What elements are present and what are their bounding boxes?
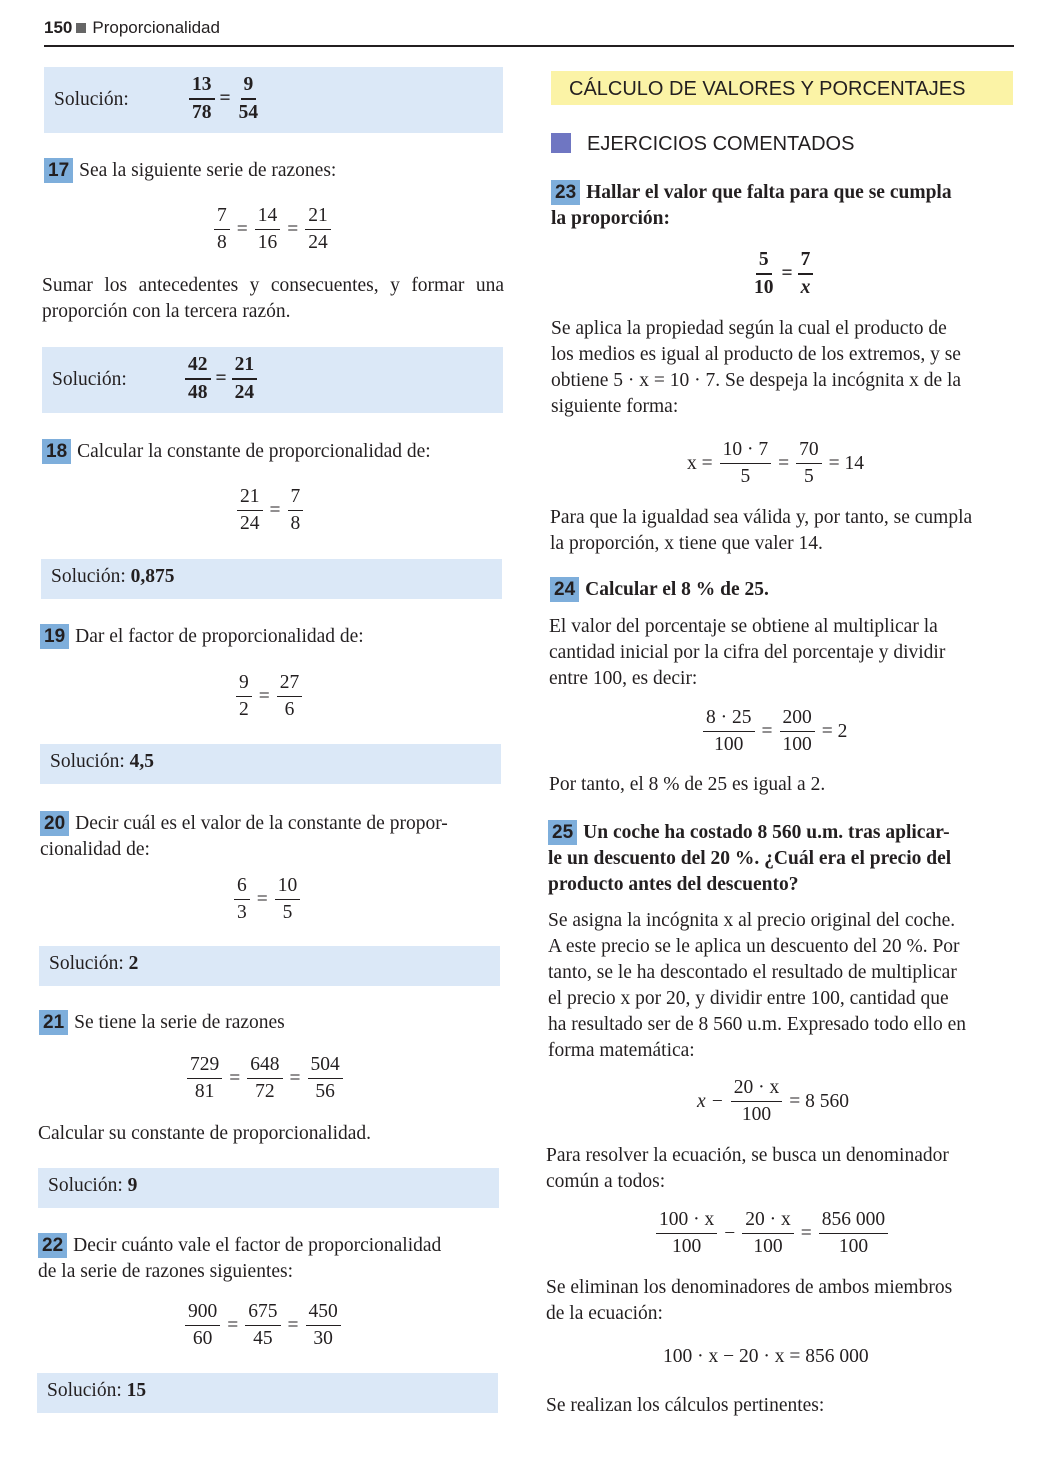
paragraph: Se asigna la incógnita x al precio original del coche. A este precio se le aplica un descuento del 20 %. Por tanto, se le ha descontado el resultado de multiplicar el precio x por 20, y dividir entre 100, cantidad que ha resultado ser de 8 560 u.m. Expresado todo ello en forma matemática: — [548, 910, 967, 1061]
proportion-23: $\frac{5}{10}$ = $\frac{7}{x}$ — [748, 248, 816, 300]
paragraph: Se eliminan los denominadores de ambos miembros de la ecuación: — [546, 1277, 953, 1324]
paragraph: Sumar los antecedentes y consecuentes, y formar una proporción con la tercera razón. — [42, 275, 504, 322]
exercise-number: 21 — [39, 1010, 68, 1035]
exercise-22: 22 Decir cuánto vale el factor de proporcionalidad de la serie de razones siguientes: — [38, 1235, 442, 1282]
ratio-series-22: $\frac{900}{60}$ = $\frac{675}{45}$ = $\frac{450}{30}$ — [182, 1300, 344, 1351]
paragraph: Se aplica la propiedad según la cual el producto de los medios es igual al producto de los extremos, y se obtiene 5 · x = 10 · 7. Se despeja la incógnita x de la siguiente forma: — [551, 318, 962, 417]
equation-25-c: 100 · x − 20 · x = 856 000 — [663, 1346, 869, 1367]
paragraph: Calcular su constante de proporcionalidad. — [38, 1123, 372, 1144]
exercise-18: 18 Calcular la constante de proporcionalidad de: — [42, 439, 504, 465]
subheading: EJERCICIOS COMENTADOS — [551, 133, 854, 156]
exercise-24-title: 24 Calcular el 8 % de 25. — [550, 577, 1012, 603]
exercise-25-title: 25 Un coche ha costado 8 560 u.m. tras aplicar- le un descuento del 20 %. ¿Cuál era el precio del producto antes del descuento? — [548, 822, 952, 895]
exercise-number: 22 — [38, 1233, 67, 1258]
solution-box-16: Solución: $\frac{13}{78}$ = $\frac{9}{54}$ — [44, 67, 503, 133]
solution-box-19: Solución: 4,5 — [40, 744, 501, 784]
ratio-series-19: $\frac{9}{2}$ = $\frac{27}{6}$ — [233, 671, 305, 722]
equation-25-b: $\frac{100 \cdot x}{100}$ − $\frac{20 \cdot x}{100}$ = $\frac{856 000}{100}$ — [653, 1208, 891, 1259]
paragraph: Para resolver la ecuación, se busca un denominador común a todos: — [546, 1145, 949, 1192]
equation-23: x = $\frac{10 \cdot 7}{5}$ = $\frac{70}{5}$ = 14 — [687, 439, 864, 487]
exercise-number: 24 — [550, 577, 579, 602]
section-banner: CÁLCULO DE VALORES Y PORCENTAJES — [551, 71, 1013, 105]
exercise-number: 25 — [548, 820, 577, 845]
page-number: 150 — [44, 18, 73, 37]
exercise-number: 19 — [40, 624, 69, 649]
equation-25-a: x − $\frac{20 \cdot x}{100}$ = 8 560 — [697, 1077, 849, 1125]
paragraph: Para que la igualdad sea válida y, por tanto, se cumpla la proporción, x tiene que valer 14. — [550, 507, 973, 554]
exercise-number: 18 — [42, 439, 71, 464]
solution-box-17: Solución: $\frac{42}{48}$ = $\frac{21}{24}$ — [42, 347, 503, 413]
ratio-series-17: $\frac{7}{8}$ = $\frac{14}{16}$ = $\frac{21}{24}$ — [211, 204, 334, 255]
ratio-series-18: $\frac{21}{24}$ = $\frac{7}{8}$ — [234, 485, 306, 536]
paragraph: Por tanto, el 8 % de 25 es igual a 2. — [549, 774, 826, 795]
ratio-series-21: $\frac{729}{81}$ = $\frac{648}{72}$ = $\frac{504}{56}$ — [184, 1053, 346, 1104]
paragraph: Se realizan los cálculos pertinentes: — [546, 1395, 825, 1416]
equation-24: $\frac{8 \cdot 25}{100}$ = $\frac{200}{100}$ = 2 — [700, 706, 851, 757]
exercise-20: 20 Decir cuál es el valor de la constante de propor- cionalidad de: — [40, 813, 448, 860]
square-bullet-icon — [551, 133, 571, 153]
exercise-17: 17 Sea la siguiente serie de razones: — [44, 158, 504, 184]
fraction: $\frac{9}{54}$ — [238, 74, 259, 123]
fraction: $\frac{13}{78}$ — [189, 73, 215, 125]
exercise-19: 19 Dar el factor de proporcionalidad de: — [40, 624, 502, 650]
ratio-series-20: $\frac{6}{3}$ = $\frac{10}{5}$ — [231, 874, 303, 925]
solution-box-18: Solución: 0,875 — [41, 559, 502, 599]
solution-box-22: Solución: 15 — [37, 1373, 498, 1413]
paragraph: El valor del porcentaje se obtiene al multiplicar la cantidad inicial por la cifra del porcentaje y dividir entre 100, es decir: — [549, 616, 946, 689]
square-bullet-icon — [76, 23, 86, 33]
exercise-number: 17 — [44, 158, 73, 183]
header-rule — [44, 45, 1014, 47]
exercise-21: 21 Se tiene la serie de razones — [39, 1010, 501, 1036]
exercise-number: 20 — [40, 811, 69, 836]
solution-box-20: Solución: 2 — [39, 946, 500, 986]
section-title: Proporcionalidad — [92, 18, 220, 37]
exercise-23-title: 23 Hallar el valor que falta para que se cumpla la proporción: — [551, 182, 952, 229]
solution-box-21: Solución: 9 — [38, 1168, 499, 1208]
page-header — [44, 18, 220, 38]
exercise-number: 23 — [551, 180, 580, 205]
